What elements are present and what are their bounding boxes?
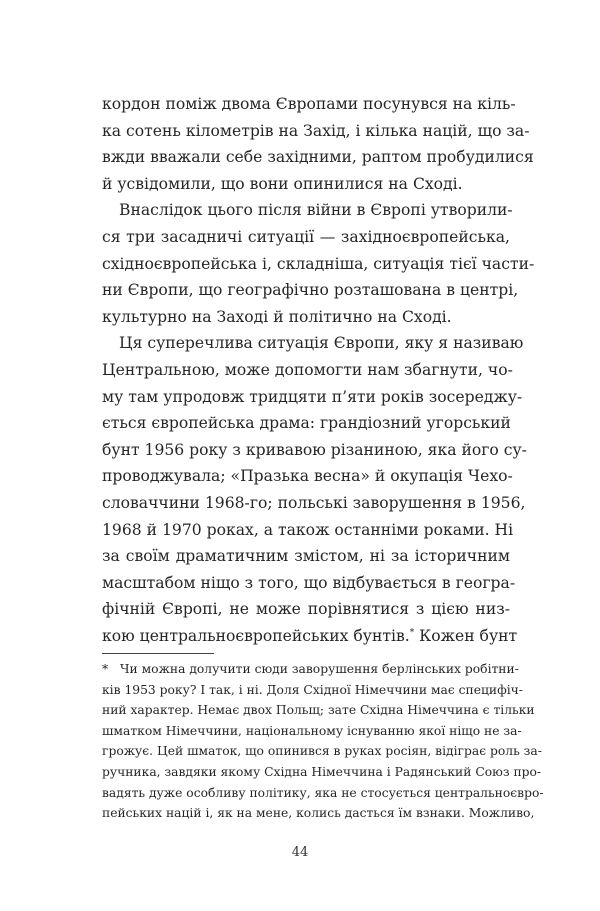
text-line: ється європейська драма: грандіозний угорський	[102, 414, 511, 433]
footnote-marker: *	[102, 662, 109, 676]
text-line: масштабом ніщо з того, що відбувається в геогра-	[102, 573, 516, 592]
footnote-line: ний характер. Немає двох Польщ; зате Східна Німеччина є тільки	[102, 703, 535, 718]
footnote-line: * Чи можна долучити сюди заворушення берлінських робітни-	[102, 659, 510, 680]
footnote-line: шматком Німеччини, національному існуванню якої ніщо не за-	[102, 723, 522, 738]
text-line: Центральною, може допомогти нам збагнути, чо-	[102, 360, 513, 379]
text-line: Ця суперечлива ситуація Європи, яку я називаю	[119, 334, 524, 353]
footnote-line: пейських націй і, як на мене, колись дасться їм взнаки. Можливо,	[102, 806, 535, 821]
footnote-line: ручника, завдяки якому Східна Німеччина і Радянський Союз про-	[102, 764, 542, 779]
footnote-line: ків 1953 року? І так, і ні. Доля Східної Німеччини має специфіч-	[102, 682, 523, 697]
text-line: Внаслідок цього після війни в Європі утворили-	[119, 201, 513, 220]
text-line: словаччини 1968-го; польські заворушення в 1956,	[102, 493, 526, 512]
footnote-line: вадять дуже особливу політику, яка не стосується центральноєвро-	[102, 785, 544, 800]
text-line: й усвідомили, що вони опинилися на Сході.	[102, 174, 463, 193]
footnote-block	[102, 659, 544, 824]
text-line: ни Європи, що географічно розташована в центрі,	[102, 281, 519, 300]
footnote-reference[interactable]: *	[409, 627, 415, 638]
text-line: ся три засадничі ситуації — західноєвропейська,	[102, 227, 510, 246]
text-line-with-footnote-ref: кою центральноєвропейських бунтів.* Кожен бунт	[102, 626, 518, 645]
text-line: фічній Європі, не може порівнятися з цією низ-	[102, 600, 510, 619]
main-text	[102, 91, 535, 649]
text-line: проводжувала; «Празька весна» й окупація Чехо-	[102, 467, 513, 486]
text-line: за своїм драматичним змістом, ні за історичним	[102, 547, 510, 566]
text-line: кордон поміж двома Європами посунувся на кіль-	[102, 95, 516, 113]
text-line: культурно на Заході й політично на Сході.	[102, 307, 452, 326]
footnote-line: грожує. Цей шматок, що опинився в руках росіян, відіграє роль за-	[102, 744, 542, 759]
text-line: му там упродовж тридцяти п’яти років зосереджу-	[102, 387, 523, 406]
text-line: бунт 1956 року з кривавою різаниною, яка його су-	[102, 440, 527, 459]
page-number: 44	[291, 845, 309, 860]
text-line: східноєвропейська і, складніша, ситуація тієї части-	[102, 254, 535, 273]
text-line: вжди вважали себе західними, раптом пробудилися	[102, 148, 534, 167]
footnote-divider	[102, 653, 214, 654]
text-line: ка сотень кілометрів на Захід, і кілька націй, що за-	[102, 121, 530, 140]
text-line: 1968 й 1970 роках, а також останніми роками. Ні	[102, 520, 514, 539]
